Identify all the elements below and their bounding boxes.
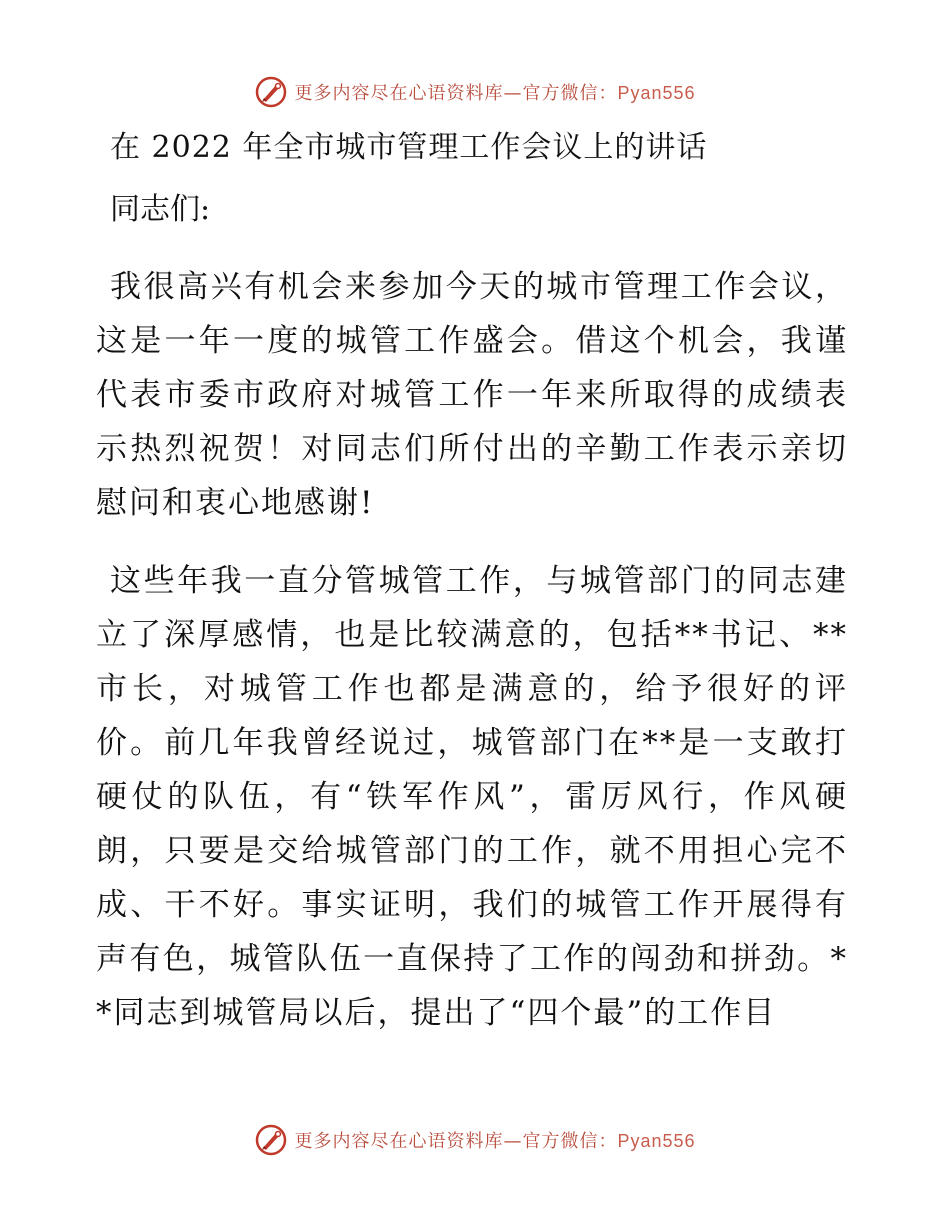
watermark-text: 更多内容尽在心语资料库—官方微信：Pyan556 bbox=[294, 83, 696, 104]
watermark-header bbox=[0, 72, 950, 112]
watermark-footer bbox=[0, 1120, 950, 1160]
paragraph-2: 这些年我一直分管城管工作，与城管部门的同志建立了深厚感情，也是比较满意的，包括**书记、**市长，对城管工作也都是满意的，给予很好的评价。前几年我曾经说过，城管部门在**是一支敢打硬仗的队伍，有“铁军作风”，雷厉风行，作风硬朗，只要是交给城管部门的工作，就不用担心完不成、干不好。事实证明，我们的城管工作开展得有声有色，城管队伍一直保持了工作的闯劲和拼劲。**同志到城管局以后，提出了“四个最”的工作目 bbox=[96, 563, 848, 1031]
pen-logo-icon bbox=[254, 75, 288, 109]
watermark-text: 更多内容尽在心语资料库—官方微信：Pyan556 bbox=[294, 1131, 696, 1152]
watermark-wechat-id: Pyan556 bbox=[617, 1131, 696, 1151]
salutation: 同志们: bbox=[110, 192, 211, 227]
document-body bbox=[96, 124, 848, 1040]
paragraph-1: 我很高兴有机会来参加今天的城市管理工作会议，这是一年一度的城管工作盛会。借这个机会，我谨代表市委市政府对城管工作一年来所取得的成绩表示热烈祝贺！对同志们所付出的辛勤工作表示亲切慰问和衷心地感谢! bbox=[96, 269, 848, 521]
page-title: 在 2022 年全市城市管理工作会议上的讲话 bbox=[110, 130, 708, 165]
pen-logo-icon bbox=[254, 1123, 288, 1157]
watermark-wechat-id: Pyan556 bbox=[617, 83, 696, 103]
